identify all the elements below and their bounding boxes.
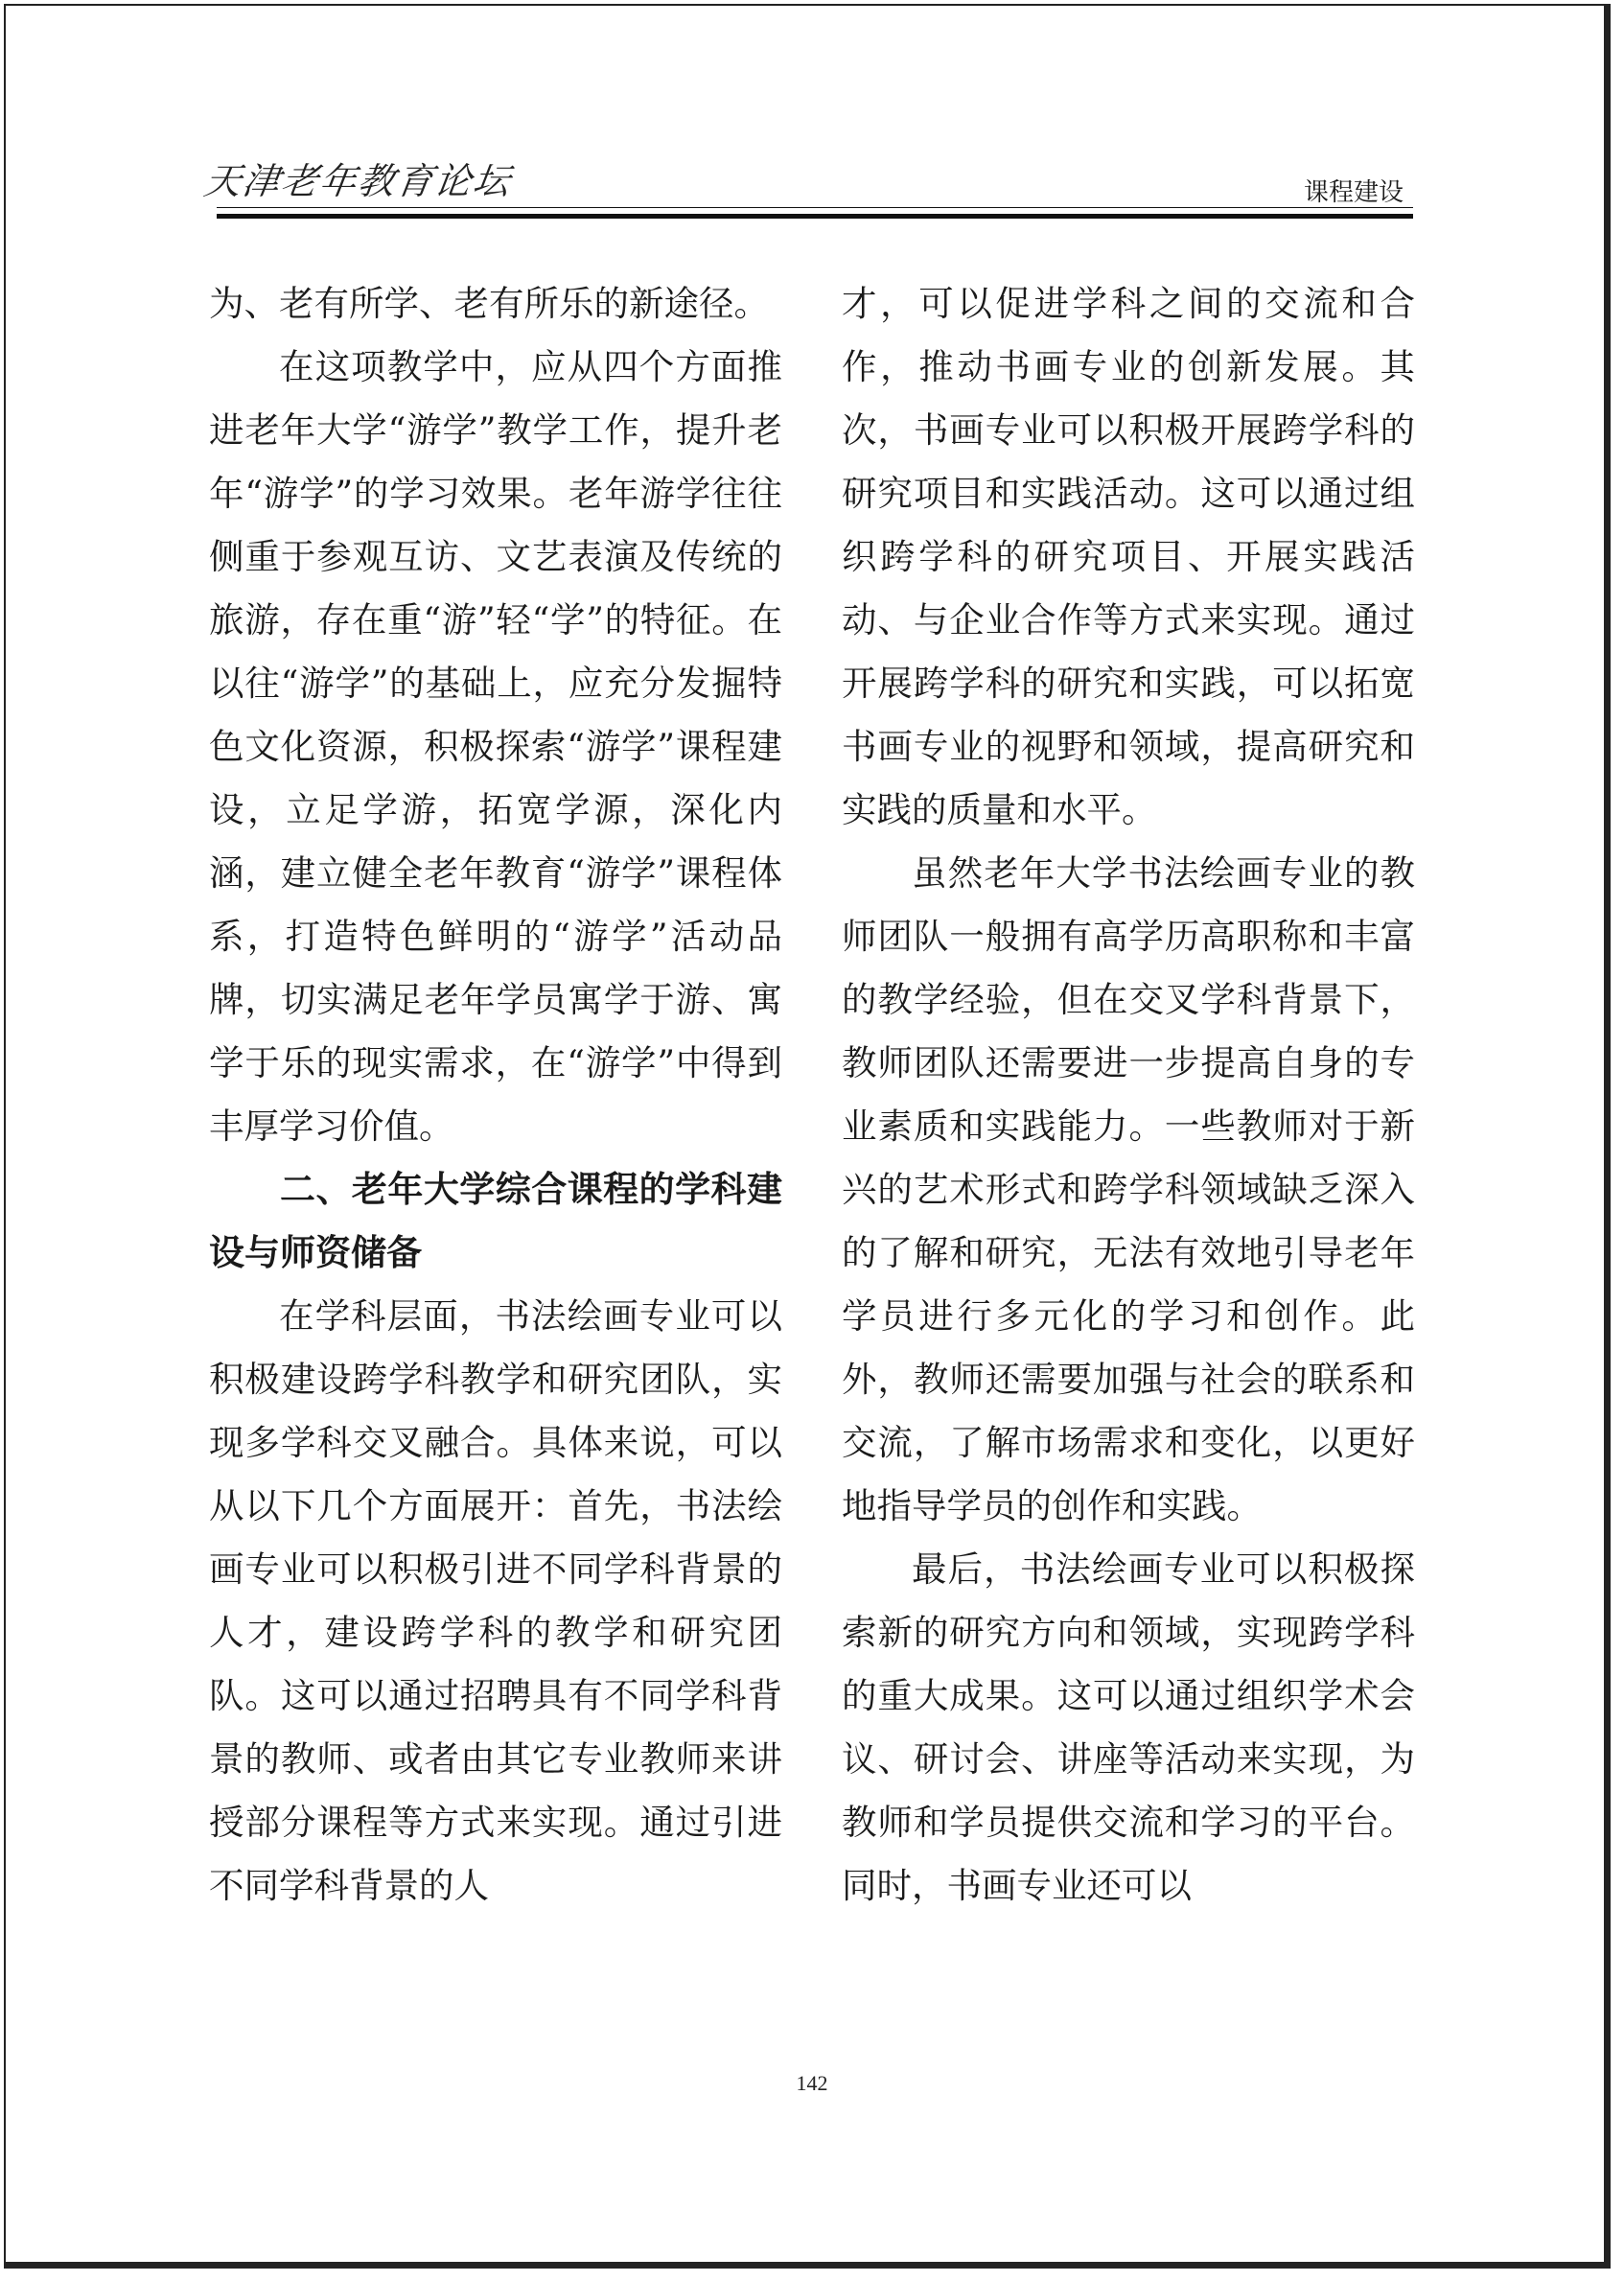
left-column xyxy=(209,272,782,1918)
section-heading: 二、老年大学综合课程的学科建设与师资储备 xyxy=(209,1169,782,1273)
paragraph: 在学科层面，书法绘画专业可以积极建设跨学科教学和研究团队，实现多学科交叉融合。具体来说，可以从以下几个方面展开：首先，书法绘画专业可以积极引进不同学科背景的人才，建设跨学科的教学和研究团队。这可以通过招聘具有不同学科背景的教师、或者由其它专业教师来讲授部分课程等方式来实现。通过引进不同学科背景的人 xyxy=(209,1295,782,1906)
header-rule-thin xyxy=(217,207,1413,208)
paragraph: 最后，书法绘画专业可以积极探索新的研究方向和领域，实现跨学科的重大成果。这可以通过组织学术会议、研讨会、讲座等活动来实现，为教师和学员提供交流和学习的平台。同时，书画专业还可以 xyxy=(842,1548,1415,1906)
paragraph: 在这项教学中，应从四个方面推进老年大学“游学”教学工作，提升老年“游学”的学习效果。老年游学往往侧重于参观互访、文艺表演及传统的旅游，存在重“游”轻“学”的特征。在以往“游学”的基础上，应充分发掘特色文化资源，积极探索“游学”课程建设，立足学游，拓宽学源，深化内涵，建立健全老年教育“游学”课程体系，打造特色鲜明的“游学”活动品牌，切实满足老年学员寓学于游、寓学于乐的现实需求，在“游学”中得到丰厚学习价值。 xyxy=(209,346,782,1147)
paragraph-continued: 才，可以促进学科之间的交流和合作，推动书画专业的创新发展。其次，书画专业可以积极开展跨学科的研究项目和实践活动。这可以通过组织跨学科的研究项目、开展实践活动、与企业合作等方式来实现。通过开展跨学科的研究和实践，可以拓宽书画专业的视野和领域，提高研究和实践的质量和水平。 xyxy=(842,283,1415,830)
paragraph-continued: 为、老有所学、老有所乐的新途径。 xyxy=(209,283,769,324)
paragraph: 虽然老年大学书法绘画专业的教师团队一般拥有高学历高职称和丰富的教学经验，但在交叉学科背景下，教师团队还需要进一步提高自身的专业素质和实践能力。一些教师对于新兴的艺术形式和跨学科领域缺乏深入的了解和研究，无法有效地引导老年学员进行多元化的学习和创作。此外，教师还需要加强与社会的联系和交流，了解市场需求和变化，以更好地指导学员的创作和实践。 xyxy=(842,852,1415,1526)
right-column xyxy=(842,272,1415,1918)
section-label: 课程建设 xyxy=(1303,178,1404,207)
page-number: 142 xyxy=(796,2071,828,2095)
journal-logo: 天津老年教育论坛 xyxy=(201,160,515,202)
header-rule-thick xyxy=(217,214,1413,219)
